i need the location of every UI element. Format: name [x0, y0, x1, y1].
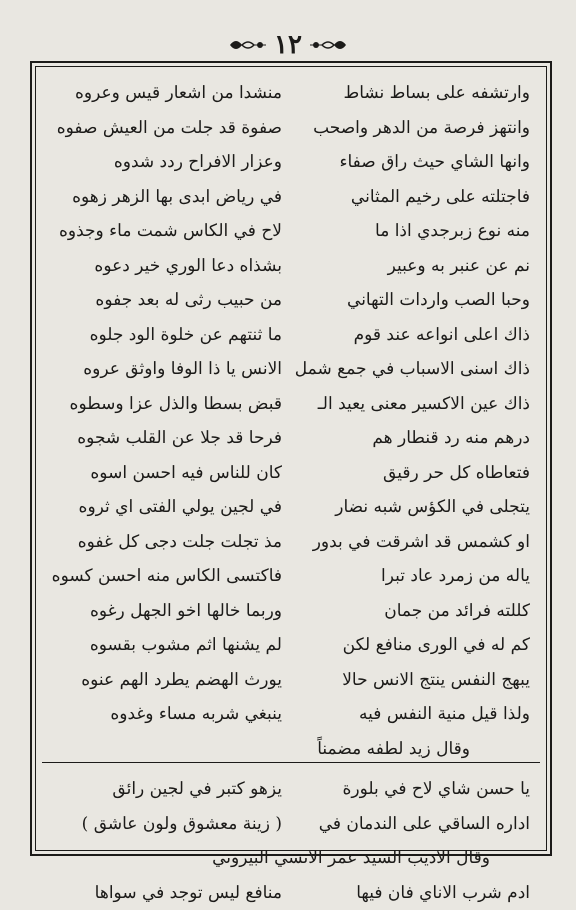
hemistich-left: من حبيب رثى له بعد جفوه	[42, 290, 290, 310]
hemistich-right: يا حسن شاي لاح في بلورة	[290, 779, 540, 799]
hemistich-right: ذاك اسنى الاسباب في جمع شمل	[290, 359, 540, 379]
hemistich-left: كان للناس فيه احسن اسوه	[42, 463, 290, 483]
hemistich-left: مذ تجلت جلت دجى كل غفوه	[42, 532, 290, 552]
verse-line	[42, 111, 540, 146]
hemistich-left: ينبغي شربه مساء وغدوه	[42, 704, 290, 724]
verse-line	[42, 249, 540, 284]
verse-line	[42, 145, 540, 180]
hemistich-left: ما ثنتهم عن خلوة الود جلوه	[42, 325, 290, 345]
verse-line	[42, 76, 540, 111]
hemistich-left: في رياض ابدى بها الزهر زهوه	[42, 187, 290, 207]
verse-line	[42, 697, 540, 732]
hemistich-left: لم يشنها اثم مشوب بقسوه	[42, 635, 290, 655]
hemistich-left: منافع ليس توجد في سواها	[42, 883, 290, 903]
verse-line	[42, 525, 540, 560]
hemistich-right: كللته فرائد من جمان	[290, 601, 540, 621]
verse-line	[42, 456, 540, 491]
hemistich-right: فاجتلته على رخيم المثاني	[290, 187, 540, 207]
hemistich-left: وعزار الافراح ردد شدوه	[42, 152, 290, 172]
intro-line	[42, 732, 540, 767]
verse-line	[42, 594, 540, 629]
hemistich-right: اداره الساقي على الندمان في	[290, 814, 540, 834]
verse-line	[42, 214, 540, 249]
hemistich-right: ذاك اعلى انواعه عند قوم	[290, 325, 540, 345]
hemistich-left: فرحا قد جلا عن القلب شجوه	[42, 428, 290, 448]
hemistich-right: ذاك عين الاكسير معنى يعيد الـ	[290, 394, 540, 414]
hemistich-right: وحبا الصب واردات التهاني	[290, 290, 540, 310]
ornament-right-icon	[308, 35, 348, 55]
hemistich-left: يورث الهضم يطرد الهم عنوه	[42, 670, 290, 690]
hemistich-left: في لجين يولي الفتى اي ثروه	[42, 497, 290, 517]
section-divider	[42, 762, 540, 763]
intro-line	[42, 841, 540, 876]
hemistich-right: يتجلى في الكؤس شبه نضار	[290, 497, 540, 517]
hemistich-left: الانس يا ذا الوفا واوثق عروه	[42, 359, 290, 379]
intro-text: وقال زيد لطفه مضمناً	[42, 739, 540, 759]
page-header	[0, 28, 576, 62]
hemistich-right: نم عن عنبر به وعبير	[290, 256, 540, 276]
verse-line	[42, 628, 540, 663]
hemistich-right: او كشمس قد اشرقت في بدور	[290, 532, 540, 552]
verse-line	[42, 490, 540, 525]
verse-line	[42, 387, 540, 422]
hemistich-right: فتعاطاه كل حر رقيق	[290, 463, 540, 483]
hemistich-right: درهم منه رد قنطار هم	[290, 428, 540, 448]
verse-line	[42, 318, 540, 353]
hemistich-right: ياله من زمرد عاد تبرا	[290, 566, 540, 586]
hemistich-left: يزهو كتبر في لجين رائق	[42, 779, 290, 799]
hemistich-right: ولذا قيل منية النفس فيه	[290, 704, 540, 724]
verse-line	[42, 876, 540, 910]
hemistich-right: وانتهز فرصة من الدهر واصحب	[290, 118, 540, 138]
verse-line	[42, 772, 540, 807]
page-number: ١٢	[274, 30, 302, 60]
hemistich-left: قبض بسطا والذل عزا وسطوه	[42, 394, 290, 414]
ornament-left-icon	[228, 35, 268, 55]
verse-line	[42, 559, 540, 594]
hemistich-right: يبهج النفس ينتج الانس حالا	[290, 670, 540, 690]
hemistich-right: وانها الشاي حيث راق صفاء	[290, 152, 540, 172]
hemistich-left: لاح في الكاس شمت ماء وجذوه	[42, 221, 290, 241]
hemistich-left: صفوة قد جلت من العيش صفوه	[42, 118, 290, 138]
hemistich-left: وربما خالها اخو الجهل رغوه	[42, 601, 290, 621]
verse-line	[42, 352, 540, 387]
verse-line	[42, 807, 540, 842]
verse-line	[42, 180, 540, 215]
hemistich-right: منه نوع زبرجدي اذا ما	[290, 221, 540, 241]
verse-line	[42, 421, 540, 456]
verse-line	[42, 283, 540, 318]
hemistich-left: فاكتسى الكاس منه احسن كسوه	[42, 566, 290, 586]
hemistich-left: بشذاه دعا الوري خير دعوه	[42, 256, 290, 276]
hemistich-right: كم له في الورى منافع لكن	[290, 635, 540, 655]
hemistich-left: ( زينة معشوق ولون عاشق )	[42, 814, 290, 834]
intro-text: وقال الاديب السيد عمر الانسي البيروتي	[42, 848, 540, 868]
hemistich-left: منشدا من اشعار قيس وعروه	[42, 83, 290, 103]
hemistich-right: ادم شرب الاناي فان فيها	[290, 883, 540, 903]
poem-body	[42, 76, 540, 846]
hemistich-right: وارتشفه على بساط نشاط	[290, 83, 540, 103]
verse-line	[42, 663, 540, 698]
